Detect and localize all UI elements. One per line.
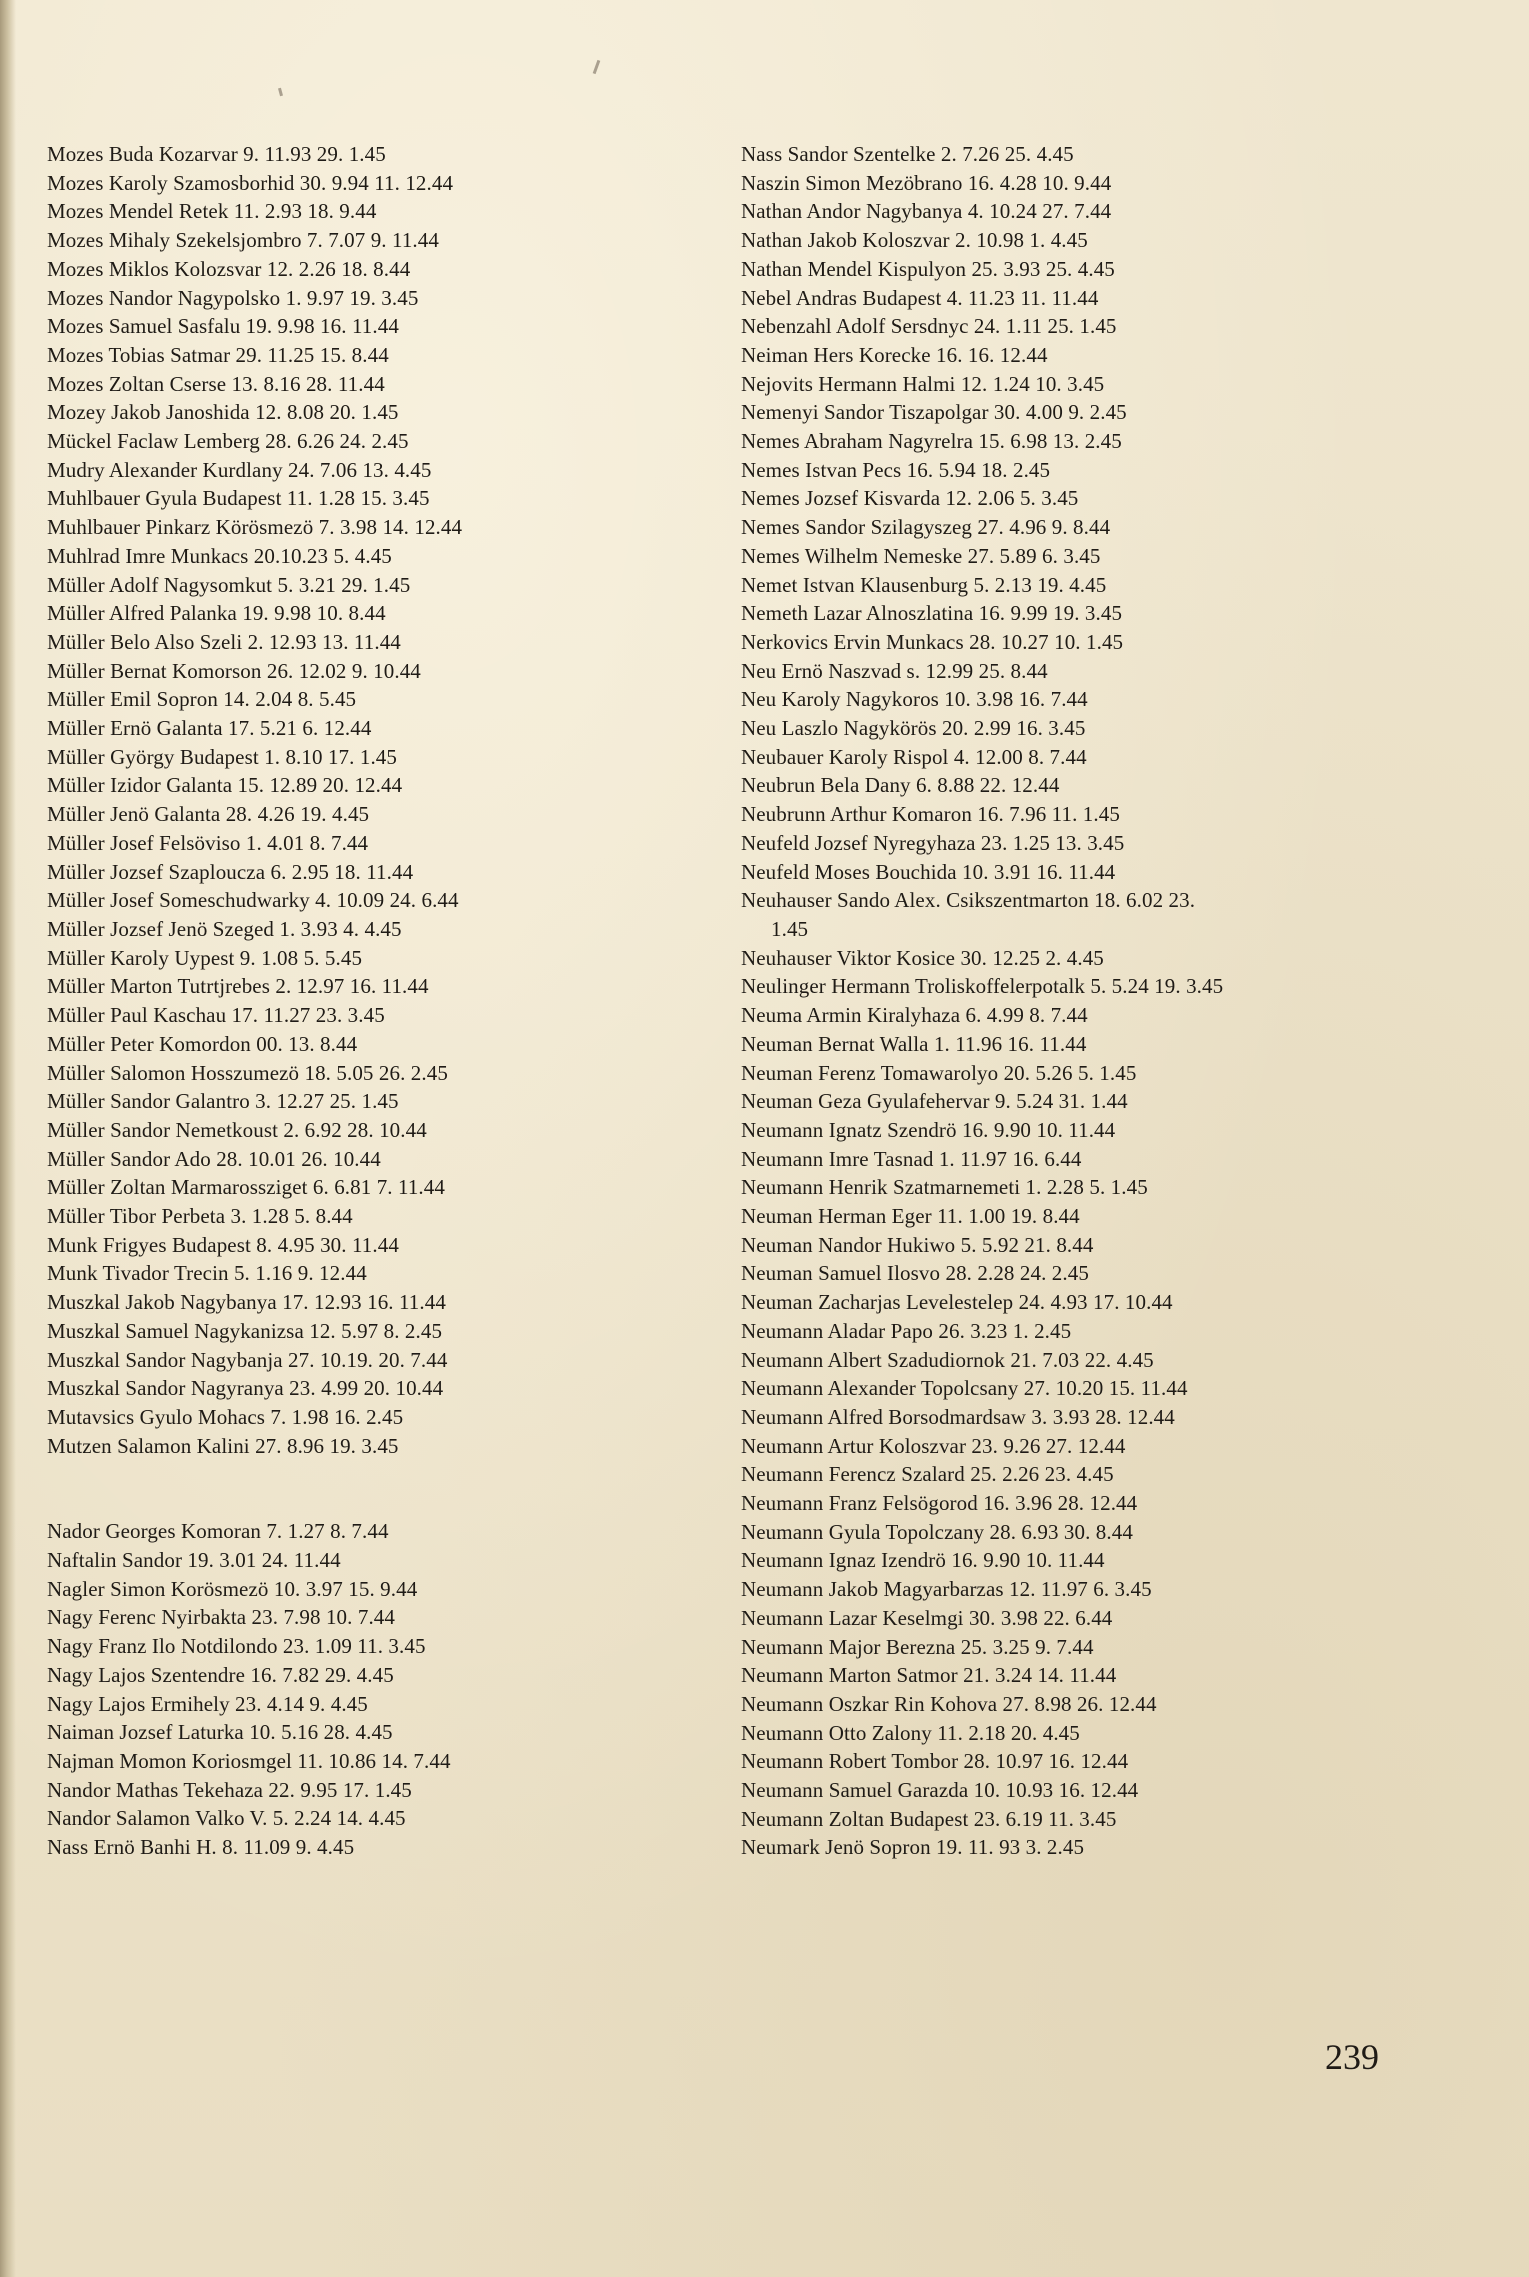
list-item: Neuman Ferenz Tomawarolyo 20. 5.26 5. 1.45 [741, 1060, 1137, 1085]
list-item: Nemes Istvan Pecs 16. 5.94 18. 2.45 [741, 457, 1051, 482]
list-item: Neubrun Bela Dany 6. 8.88 22. 12.44 [741, 773, 1060, 798]
list-item: Mozes Samuel Sasfalu 19. 9.98 16. 11.44 [47, 314, 399, 339]
list-item: Neumann Major Berezna 25. 3.25 9. 7.44 [741, 1634, 1094, 1659]
list-item: Naftalin Sandor 19. 3.01 24. 11.44 [47, 1548, 341, 1573]
list-item: Müller Zoltan Marmarossziget 6. 6.81 7. 11.44 [47, 1175, 445, 1200]
list-item: Neumann Zoltan Budapest 23. 6.19 11. 3.45 [741, 1806, 1117, 1831]
list-item: Neuman Bernat Walla 1. 11.96 16. 11.44 [741, 1031, 1087, 1056]
list-item: Nathan Andor Nagybanya 4. 10.24 27. 7.44 [741, 199, 1112, 224]
list-item: Nass Sandor Szentelke 2. 7.26 25. 4.45 [741, 142, 1074, 166]
list-item: Muszkal Jakob Nagybanya 17. 12.93 16. 11.44 [47, 1290, 446, 1315]
list-item: Müller Sandor Ado 28. 10.01 26. 10.44 [47, 1146, 381, 1171]
list-item: Müller Salomon Hosszumezö 18. 5.05 26. 2.45 [47, 1060, 448, 1085]
list-item: Müller Sandor Nemetkoust 2. 6.92 28. 10.44 [47, 1117, 427, 1142]
list-item: Müller Adolf Nagysomkut 5. 3.21 29. 1.45 [47, 572, 411, 597]
list-item: Muszkal Samuel Nagykanizsa 12. 5.97 8. 2.45 [47, 1318, 443, 1343]
section-gap [47, 1460, 707, 1517]
list-item: Müller Emil Sopron 14. 2.04 8. 5.45 [47, 687, 357, 712]
left-name-column [47, 140, 707, 1862]
list-item: Müller Bernat Komorson 26. 12.02 9. 10.44 [47, 658, 421, 683]
list-item: Neumann Robert Tombor 28. 10.97 16. 12.44 [741, 1749, 1129, 1774]
list-item: Muszkal Sandor Nagybanja 27. 10.19. 20. 7.44 [47, 1347, 448, 1372]
list-item: Müller Jozsef Szaploucza 6. 2.95 18. 11.44 [47, 859, 414, 884]
list-item: Neumann Otto Zalony 11. 2.18 20. 4.45 [741, 1720, 1080, 1745]
list-item: Neuma Armin Kiralyhaza 6. 4.99 8. 7.44 [741, 1003, 1088, 1028]
list-item: Neu Laszlo Nagykörös 20. 2.99 16. 3.45 [741, 716, 1086, 741]
list-item: Neumann Oszkar Rin Kohova 27. 8.98 26. 12.44 [741, 1691, 1157, 1716]
list-item: Müller Ernö Galanta 17. 5.21 6. 12.44 [47, 716, 372, 741]
list-item: Neubauer Karoly Rispol 4. 12.00 8. 7.44 [741, 744, 1087, 769]
list-item: Nagy Franz Ilo Notdilondo 23. 1.09 11. 3.45 [47, 1634, 426, 1659]
ink-speck-mark [593, 60, 601, 74]
list-item: Nejovits Hermann Halmi 12. 1.24 10. 3.45 [741, 371, 1105, 396]
list-item: Naszin Simon Mezöbrano 16. 4.28 10. 9.44 [741, 170, 1112, 195]
list-item: Muhlbauer Pinkarz Körösmezö 7. 3.98 14. 12.44 [47, 515, 463, 540]
list-item: Mozes Karoly Szamosborhid 30. 9.94 11. 12.44 [47, 170, 454, 195]
list-item: Mozes Zoltan Cserse 13. 8.16 28. 11.44 [47, 371, 385, 396]
list-item: Nemes Sandor Szilagyszeg 27. 4.96 9. 8.44 [741, 515, 1111, 540]
list-item: Nemes Jozsef Kisvarda 12. 2.06 5. 3.45 [741, 486, 1079, 511]
list-item: Müller Marton Tutrtjrebes 2. 12.97 16. 11.44 [47, 974, 429, 999]
list-item: Mutzen Salamon Kalini 27. 8.96 19. 3.45 [47, 1433, 399, 1458]
page-number: 239 [1325, 2037, 1379, 2077]
list-item: Neumann Ignatz Szendrö 16. 9.90 10. 11.44 [741, 1117, 1116, 1142]
list-item: Neuman Nandor Hukiwo 5. 5.92 21. 8.44 [741, 1232, 1094, 1257]
list-item: Nagy Lajos Ermihely 23. 4.14 9. 4.45 [47, 1691, 368, 1716]
list-item: Neumann Samuel Garazda 10. 10.93 16. 12.44 [741, 1778, 1139, 1803]
list-item: Neumann Imre Tasnad 1. 11.97 16. 6.44 [741, 1146, 1082, 1171]
list-item: Naiman Jozsef Laturka 10. 5.16 28. 4.45 [47, 1720, 393, 1745]
wrapped-entry-line-2: 1.45 [771, 916, 809, 941]
list-item: Nagy Lajos Szentendre 16. 7.82 29. 4.45 [47, 1662, 394, 1687]
list-item: Mückel Faclaw Lemberg 28. 6.26 24. 2.45 [47, 429, 409, 454]
list-item: Nerkovics Ervin Munkacs 28. 10.27 10. 1.45 [741, 629, 1124, 654]
list-item: Neuhauser Viktor Kosice 30. 12.25 2. 4.45 [741, 945, 1104, 970]
list-item: Neuman Geza Gyulafehervar 9. 5.24 31. 1.44 [741, 1089, 1128, 1114]
list-item: Neumann Ignaz Izendrö 16. 9.90 10. 11.44 [741, 1548, 1105, 1573]
list-item: Munk Tivador Trecin 5. 1.16 9. 12.44 [47, 1261, 367, 1286]
list-item: Neuman Zacharjas Levelestelep 24. 4.93 17. 10.44 [741, 1290, 1173, 1315]
list-item: Neiman Hers Korecke 16. 16. 12.44 [741, 342, 1048, 367]
list-item: Neufeld Moses Bouchida 10. 3.91 16. 11.44 [741, 859, 1116, 884]
list-item: Nador Georges Komoran 7. 1.27 8. 7.44 [47, 1519, 389, 1544]
list-item: Mozes Mihaly Szekelsjombro 7. 7.07 9. 11.44 [47, 228, 439, 253]
list-item: Müller Belo Also Szeli 2. 12.93 13. 11.44 [47, 629, 401, 654]
wrapped-entry-line-1: Neuhauser Sando Alex. Csikszentmarton 18. 6.02 23. [741, 888, 1196, 913]
list-item: Mozes Buda Kozarvar 9. 11.93 29. 1.45 [47, 142, 386, 166]
list-item: Neumann Lazar Keselmgi 30. 3.98 22. 6.44 [741, 1605, 1113, 1630]
list-item: Neu Karoly Nagykoros 10. 3.98 16. 7.44 [741, 687, 1088, 712]
list-item: Mozey Jakob Janoshida 12. 8.08 20. 1.45 [47, 400, 399, 425]
list-item: Munk Frigyes Budapest 8. 4.95 30. 11.44 [47, 1232, 399, 1257]
list-item: Müller György Budapest 1. 8.10 17. 1.45 [47, 744, 397, 769]
list-item: Nathan Jakob Koloszvar 2. 10.98 1. 4.45 [741, 228, 1088, 253]
list-item: Neumark Jenö Sopron 19. 11. 93 3. 2.45 [741, 1835, 1085, 1860]
binding-edge [0, 0, 16, 2277]
list-item: Neumann Marton Satmor 21. 3.24 14. 11.44 [741, 1663, 1117, 1688]
list-item: Neubrunn Arthur Komaron 16. 7.96 11. 1.45 [741, 802, 1120, 827]
list-item-wrapped [741, 886, 1401, 943]
list-item: Neuman Herman Eger 11. 1.00 19. 8.44 [741, 1204, 1080, 1229]
list-item: Müller Jozsef Jenö Szeged 1. 3.93 4. 4.45 [47, 916, 402, 941]
list-item: Nemenyi Sandor Tiszapolgar 30. 4.00 9. 2.45 [741, 400, 1127, 425]
right-name-column [741, 140, 1401, 1862]
list-item: Mudry Alexander Kurdlany 24. 7.06 13. 4.45 [47, 457, 432, 482]
list-item: Neumann Gyula Topolczany 28. 6.93 30. 8.44 [741, 1519, 1133, 1544]
list-item: Nemeth Lazar Alnoszlatina 16. 9.99 19. 3.45 [741, 601, 1123, 626]
list-item: Neumann Alfred Borsodmardsaw 3. 3.93 28. 12.44 [741, 1404, 1175, 1429]
list-item: Neumann Albert Szadudiornok 21. 7.03 22. 4.45 [741, 1347, 1154, 1372]
list-item: Nagy Ferenc Nyirbakta 23. 7.98 10. 7.44 [47, 1605, 395, 1630]
list-item: Nass Ernö Banhi H. 8. 11.09 9. 4.45 [47, 1835, 355, 1860]
list-item: Nemes Wilhelm Nemeske 27. 5.89 6. 3.45 [741, 543, 1101, 568]
list-item: Muhlrad Imre Munkacs 20.10.23 5. 4.45 [47, 543, 392, 568]
list-item: Müller Izidor Galanta 15. 12.89 20. 12.44 [47, 773, 403, 798]
list-item: Nemet Istvan Klausenburg 5. 2.13 19. 4.45 [741, 572, 1107, 597]
list-item: Müller Tibor Perbeta 3. 1.28 5. 8.44 [47, 1204, 353, 1229]
list-item: Nandor Mathas Tekehaza 22. 9.95 17. 1.45 [47, 1777, 412, 1802]
list-item: Nemes Abraham Nagyrelra 15. 6.98 13. 2.45 [741, 429, 1122, 454]
list-item: Müller Peter Komordon 00. 13. 8.44 [47, 1031, 358, 1056]
list-item: Nebenzahl Adolf Sersdnyc 24. 1.11 25. 1.45 [741, 314, 1117, 339]
list-item: Neumann Ferencz Szalard 25. 2.26 23. 4.45 [741, 1462, 1114, 1487]
list-item: Neumann Franz Felsögorod 16. 3.96 28. 12.44 [741, 1491, 1138, 1516]
list-item: Muhlbauer Gyula Budapest 11. 1.28 15. 3.45 [47, 486, 430, 511]
list-item: Najman Momon Koriosmgel 11. 10.86 14. 7.44 [47, 1748, 451, 1773]
list-item: Mozes Nandor Nagypolsko 1. 9.97 19. 3.45 [47, 285, 419, 310]
list-item: Mozes Mendel Retek 11. 2.93 18. 9.44 [47, 199, 377, 224]
list-item: Müller Sandor Galantro 3. 12.27 25. 1.45 [47, 1089, 399, 1114]
list-item: Neumann Artur Koloszvar 23. 9.26 27. 12.44 [741, 1433, 1126, 1458]
list-item: Neu Ernö Naszvad s. 12.99 25. 8.44 [741, 658, 1048, 683]
list-item: Neumann Alexander Topolcsany 27. 10.20 15. 11.44 [741, 1376, 1188, 1401]
list-item: Müller Paul Kaschau 17. 11.27 23. 3.45 [47, 1003, 385, 1028]
list-item: Müller Josef Felsöviso 1. 4.01 8. 7.44 [47, 830, 369, 855]
list-item: Müller Josef Someschudwarky 4. 10.09 24. 6.44 [47, 888, 459, 913]
list-item: Müller Karoly Uypest 9. 1.08 5. 5.45 [47, 945, 363, 970]
list-item: Müller Alfred Palanka 19. 9.98 10. 8.44 [47, 601, 386, 626]
list-item: Mutavsics Gyulo Mohacs 7. 1.98 16. 2.45 [47, 1404, 404, 1429]
list-item: Muszkal Sandor Nagyranya 23. 4.99 20. 10.44 [47, 1376, 444, 1401]
ink-speck-mark [278, 88, 283, 97]
list-item: Nagler Simon Korösmezö 10. 3.97 15. 9.44 [47, 1576, 418, 1601]
list-item: Mozes Miklos Kolozsvar 12. 2.26 18. 8.44 [47, 256, 411, 281]
list-item: Mozes Tobias Satmar 29. 11.25 15. 8.44 [47, 342, 389, 367]
list-item: Neumann Jakob Magyarbarzas 12. 11.97 6. 3.45 [741, 1577, 1152, 1602]
list-item: Neumann Henrik Szatmarnemeti 1. 2.28 5. 1.45 [741, 1175, 1148, 1200]
list-item: Neufeld Jozsef Nyregyhaza 23. 1.25 13. 3.45 [741, 830, 1125, 855]
list-item: Neuman Samuel Ilosvo 28. 2.28 24. 2.45 [741, 1261, 1089, 1286]
list-item: Nandor Salamon Valko V. 5. 2.24 14. 4.45 [47, 1806, 406, 1831]
list-item: Neulinger Hermann Troliskoffelerpotalk 5. 5.24 19. 3.45 [741, 974, 1224, 999]
list-item: Nathan Mendel Kispulyon 25. 3.93 25. 4.45 [741, 256, 1115, 281]
list-item: Neumann Aladar Papo 26. 3.23 1. 2.45 [741, 1318, 1072, 1343]
list-item: Nebel Andras Budapest 4. 11.23 11. 11.44 [741, 285, 1099, 310]
list-item: Müller Jenö Galanta 28. 4.26 19. 4.45 [47, 802, 370, 827]
